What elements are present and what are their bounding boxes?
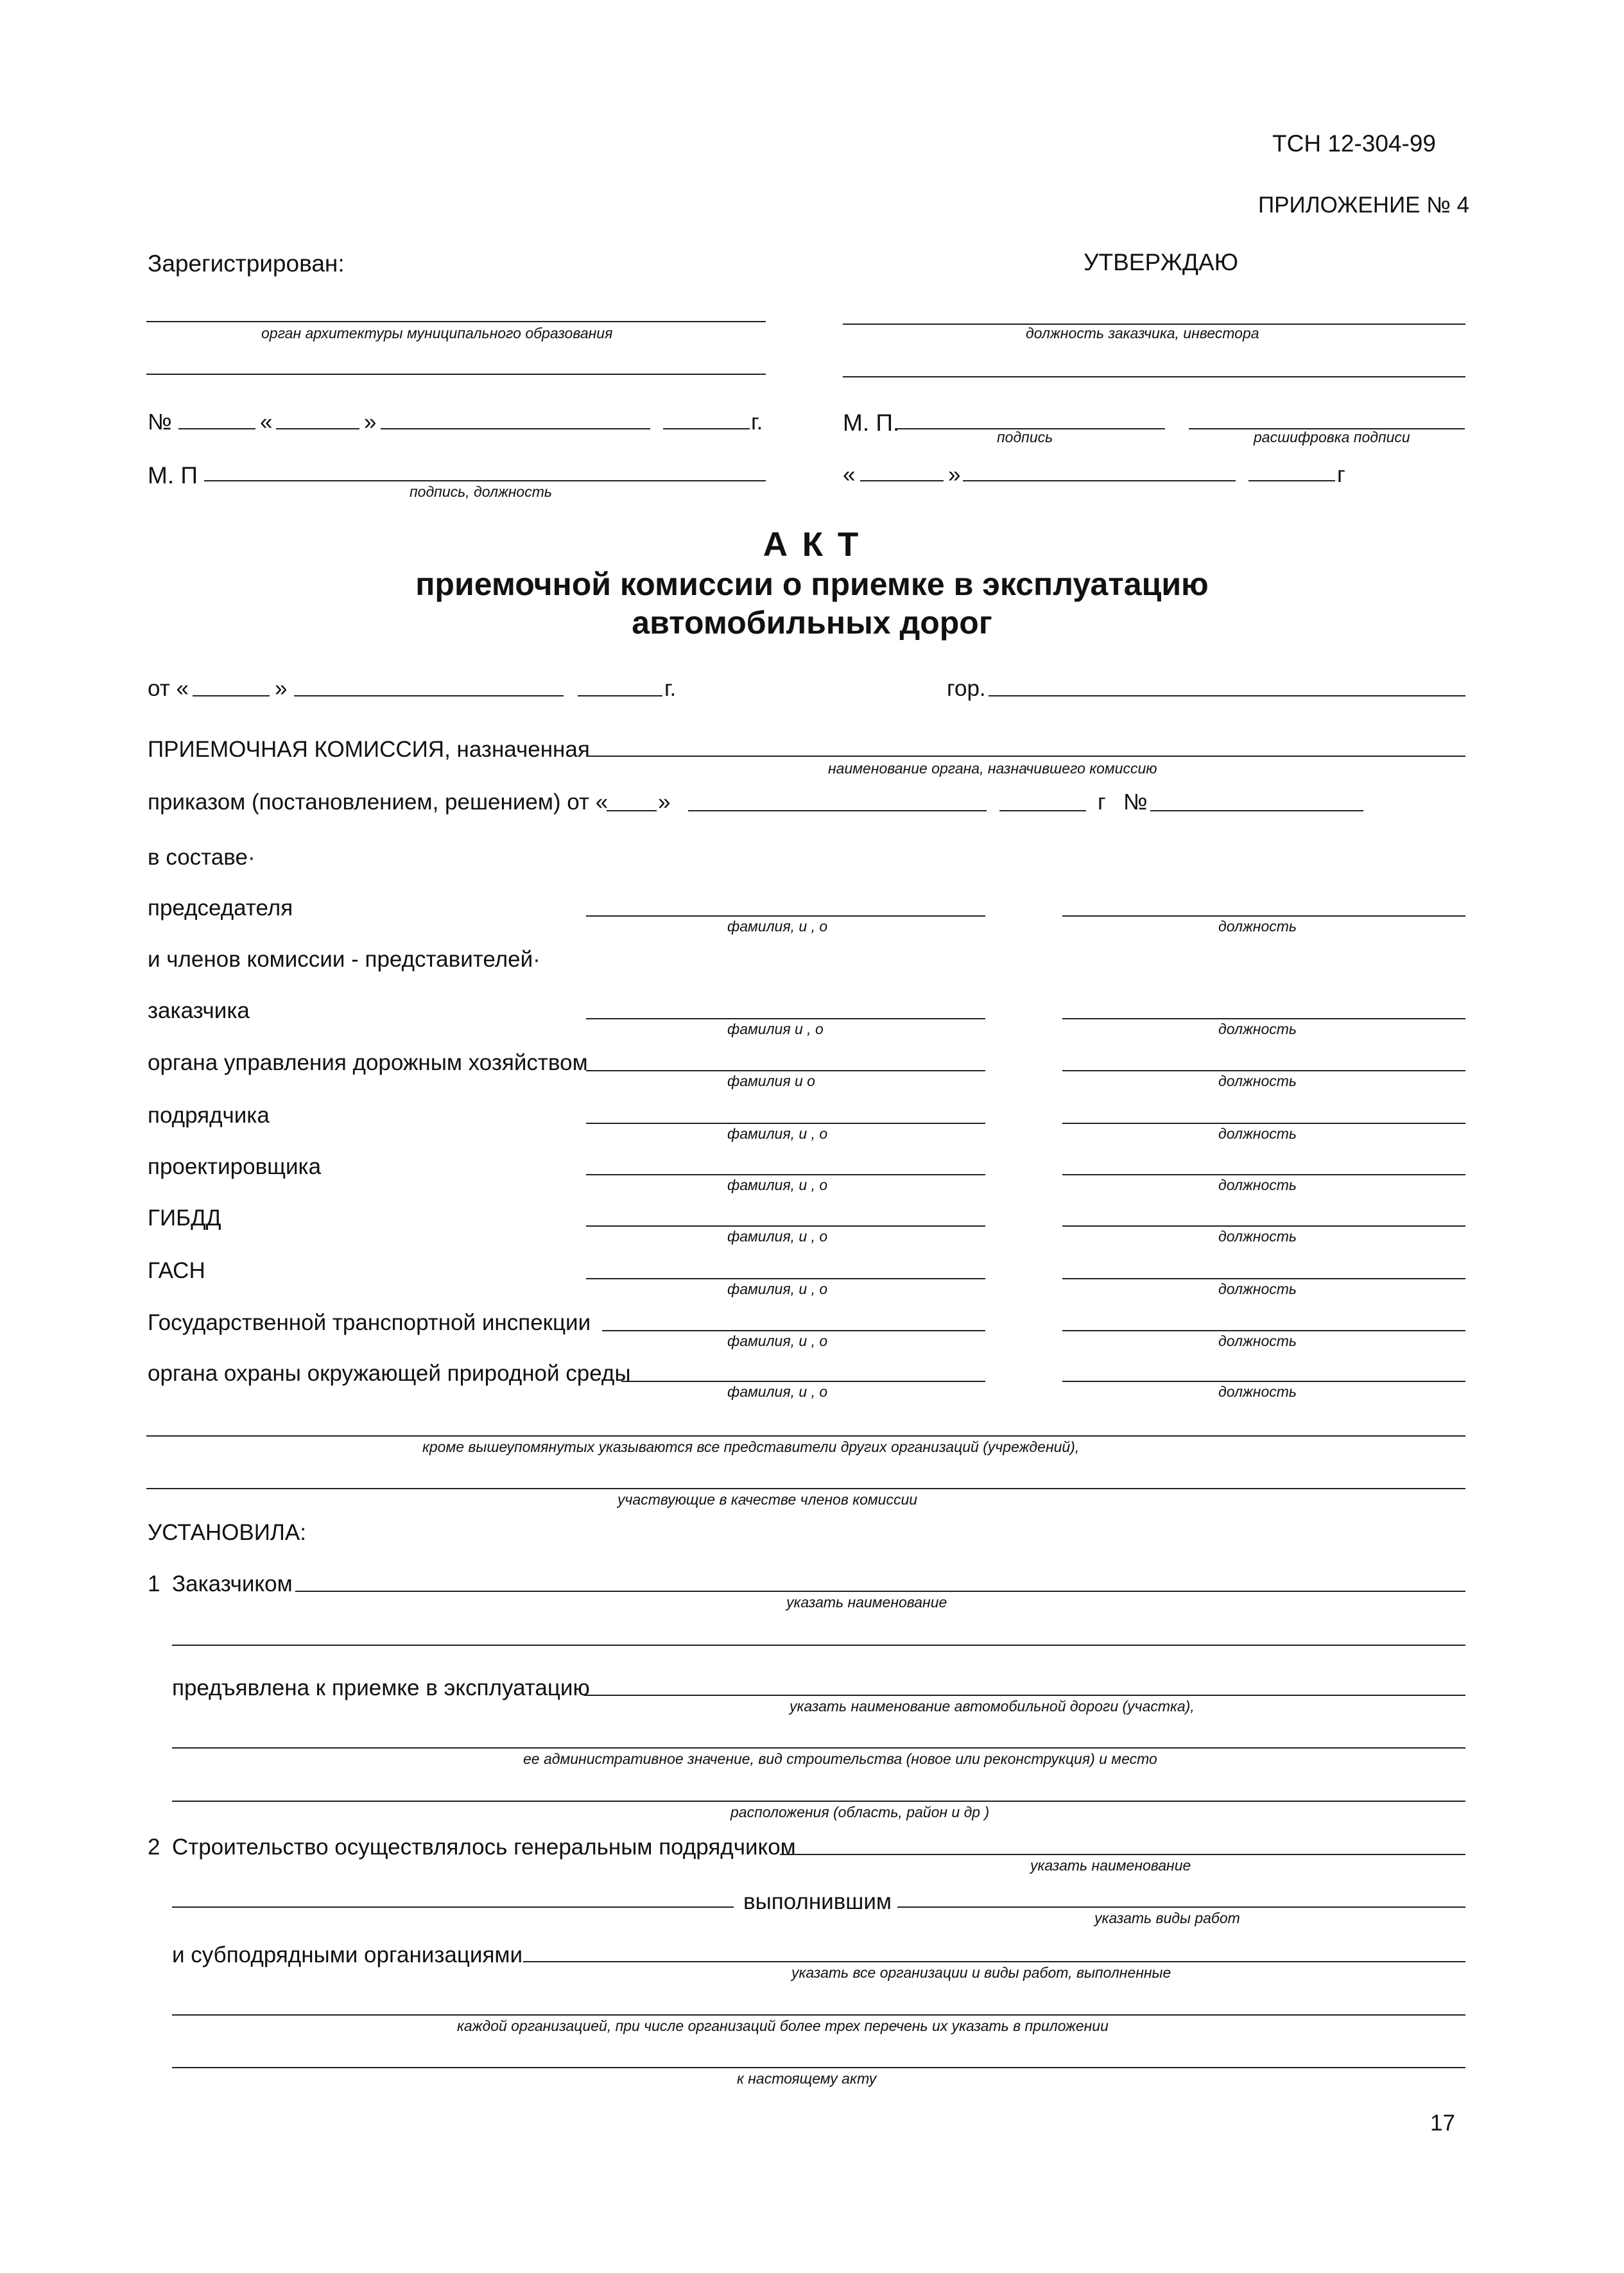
representative-gasn-position-field[interactable] — [1062, 1278, 1465, 1279]
other-orgs-caption-1: кроме вышеупомянутых указываются все представители других организаций (учреждений), — [422, 1439, 1080, 1455]
other-orgs-line-2[interactable] — [146, 1488, 1465, 1489]
appointing-authority-field[interactable] — [586, 756, 1465, 757]
representative-contractor-fio-field[interactable] — [586, 1123, 985, 1124]
city-field[interactable] — [989, 695, 1465, 696]
appointing-authority-caption: наименование органа, назначившего комиссию — [828, 760, 1157, 777]
representative-transport-inspection-position-caption: должность — [1218, 1333, 1297, 1349]
representative-customer-position-field[interactable] — [1062, 1018, 1465, 1019]
representative-customer-fio-caption: фамилия и , о — [727, 1021, 824, 1037]
work-types-caption: указать виды работ — [1094, 1910, 1240, 1926]
presented-label: предъявлена к приемке в эксплуатацию — [172, 1675, 590, 1700]
act-year-suffix: г. — [664, 676, 677, 701]
item1-customer-label: Заказчиком — [172, 1571, 293, 1596]
approval-day-field[interactable] — [860, 480, 944, 481]
act-subtitle-line2: автомобильных дорог — [632, 605, 992, 641]
composition-label: в составе· — [148, 845, 255, 870]
org-architecture-line[interactable] — [146, 321, 766, 322]
order-month-field[interactable] — [688, 810, 987, 811]
representative-transport-inspection-label: Государственной транспортной инспекции — [148, 1310, 591, 1335]
subcontractors-caption-2: каждой организацией, при числе организаций более трех перечень их указать в приложении — [457, 2018, 1109, 2034]
customer-position-caption: должность заказчика, инвестора — [1026, 325, 1259, 341]
signature-caption: подпись — [997, 429, 1053, 445]
other-orgs-line-1[interactable] — [146, 1435, 1465, 1437]
order-year-field[interactable] — [999, 810, 1086, 811]
road-admin-caption: ее административное значение, вид строительства (новое или реконструкция) и место — [523, 1750, 1157, 1767]
approval-quote-close: » — [948, 462, 961, 487]
chairman-position-caption: должность — [1218, 918, 1297, 935]
subcontractors-extra-field-1[interactable] — [172, 2014, 1465, 2016]
act-month-field[interactable] — [294, 695, 564, 696]
registration-extra-line[interactable] — [146, 374, 766, 375]
registration-year-suffix: г. — [751, 410, 763, 435]
subcontractors-field[interactable] — [523, 1961, 1465, 1962]
representative-traffic-police-position-caption: должность — [1218, 1228, 1297, 1245]
representative-gasn-label: ГАСН — [148, 1258, 205, 1283]
representative-environment-protection-position-field[interactable] — [1062, 1381, 1465, 1382]
page-number: 17 — [1430, 2111, 1455, 2136]
general-contractor-field[interactable] — [780, 1854, 1465, 1855]
members-label: и членов комиссии - представителей· — [148, 947, 540, 972]
road-admin-field[interactable] — [172, 1747, 1465, 1749]
commission-appointed-label: ПРИЕМОЧНАЯ КОМИССИЯ, назначенная — [148, 737, 590, 762]
customer-name-extra-field[interactable] — [172, 1645, 1465, 1646]
act-subtitle-line1: приемочной комиссии о приемке в эксплуатацию — [415, 566, 1209, 602]
representative-road-authority-fio-caption: фамилия и о — [727, 1073, 815, 1089]
item1-number: 1 — [148, 1571, 160, 1596]
road-name-caption: указать наименование автомобильной дороги (участка), — [790, 1698, 1195, 1715]
act-year-field[interactable] — [578, 695, 662, 696]
representative-transport-inspection-fio-field[interactable] — [602, 1330, 985, 1331]
approval-year-field[interactable] — [1248, 480, 1335, 481]
representative-environment-protection-position-caption: должность — [1218, 1383, 1297, 1400]
item2-number: 2 — [148, 1835, 160, 1860]
order-label: приказом (постановлением, решением) от « — [148, 790, 609, 815]
registration-day-field[interactable] — [276, 428, 359, 429]
customer-name-caption: указать наименование — [786, 1594, 947, 1611]
representative-designer-position-field[interactable] — [1062, 1174, 1465, 1175]
representative-gasn-position-caption: должность — [1218, 1281, 1297, 1297]
act-quote-close: » — [275, 676, 288, 701]
representative-traffic-police-position-field[interactable] — [1062, 1225, 1465, 1227]
chairman-label: председателя — [148, 895, 293, 920]
signature-position-line[interactable] — [204, 480, 766, 481]
item2-general-contractor-label: Строительство осуществлялось генеральным подрядчиком — [172, 1835, 796, 1860]
order-number-field[interactable] — [1150, 810, 1363, 811]
customer-name-field[interactable] — [295, 1591, 1465, 1592]
seal-label-left: М. П — [148, 462, 198, 488]
subcontractors-caption-3: к настоящему акту — [737, 2070, 877, 2087]
representative-environment-protection-fio-caption: фамилия, и , о — [727, 1383, 828, 1400]
approve-label: УТВЕРЖДАЮ — [1084, 249, 1239, 275]
representative-contractor-fio-caption: фамилия, и , о — [727, 1125, 828, 1142]
representative-road-authority-position-caption: должность — [1218, 1073, 1297, 1089]
representative-gasn-fio-caption: фамилия, и , о — [727, 1281, 828, 1297]
approval-quote-open: « — [843, 462, 856, 487]
appendix-label: ПРИЛОЖЕНИЕ № 4 — [1258, 193, 1469, 218]
other-orgs-caption-2: участвующие в качестве членов комиссии — [618, 1491, 918, 1508]
representative-customer-label: заказчика — [148, 998, 250, 1023]
established-heading: УСТАНОВИЛА: — [148, 1520, 306, 1545]
representative-road-authority-position-field[interactable] — [1062, 1070, 1465, 1071]
act-title: А К Т — [763, 526, 861, 564]
road-location-caption: расположения (область, район и др ) — [730, 1804, 990, 1820]
representative-customer-fio-field[interactable] — [586, 1018, 985, 1019]
representative-environment-protection-label: органа охраны окружающей природной среды — [148, 1361, 631, 1386]
representative-designer-position-caption: должность — [1218, 1177, 1297, 1193]
representative-environment-protection-fio-field[interactable] — [621, 1381, 985, 1382]
representative-contractor-position-caption: должность — [1218, 1125, 1297, 1142]
registered-label: Зарегистрирован: — [148, 250, 345, 277]
approval-extra-line[interactable] — [843, 376, 1465, 377]
general-contractor-extra-field[interactable] — [172, 1906, 734, 1908]
registration-number-sign: № — [148, 410, 172, 435]
representative-road-authority-label: органа управления дорожным хозяйством — [148, 1050, 588, 1075]
subcontractors-caption: указать все организации и виды работ, выполненные — [791, 1964, 1171, 1981]
approval-year-suffix: г — [1337, 462, 1345, 487]
registration-quote-open: « — [260, 410, 273, 435]
registration-year-field[interactable] — [663, 428, 750, 429]
signature-decode-caption: расшифровка подписи — [1254, 429, 1410, 445]
representative-designer-label: проектировщика — [148, 1154, 322, 1179]
order-day-field[interactable] — [607, 810, 657, 811]
representative-transport-inspection-fio-caption: фамилия, и , о — [727, 1333, 828, 1349]
representative-traffic-police-fio-caption: фамилия, и , о — [727, 1228, 828, 1245]
representative-designer-fio-field[interactable] — [586, 1174, 985, 1175]
general-contractor-caption: указать наименование — [1030, 1857, 1191, 1874]
representative-transport-inspection-position-field[interactable] — [1062, 1330, 1465, 1331]
registration-quote-close: » — [364, 410, 377, 435]
representative-contractor-position-field[interactable] — [1062, 1123, 1465, 1124]
registration-number-field[interactable] — [178, 428, 255, 429]
chairman-fio-field[interactable] — [586, 915, 985, 917]
order-quote-close: » — [658, 790, 671, 815]
org-architecture-caption: орган архитектуры муниципального образования — [261, 325, 613, 341]
road-name-field[interactable] — [584, 1695, 1465, 1696]
signature-position-caption: подпись, должность — [410, 483, 552, 500]
act-date-from: от « — [148, 676, 189, 701]
representative-traffic-police-label: ГИБДД — [148, 1206, 221, 1231]
representative-traffic-police-fio-field[interactable] — [586, 1225, 985, 1227]
representative-contractor-label: подрядчика — [148, 1103, 270, 1128]
approval-month-field[interactable] — [963, 480, 1236, 481]
work-types-field[interactable] — [897, 1906, 1465, 1908]
representative-road-authority-fio-field[interactable] — [586, 1070, 985, 1071]
seal-label-right: М. П. — [843, 410, 900, 436]
representative-designer-fio-caption: фамилия, и , о — [727, 1177, 828, 1193]
city-label: гор. — [947, 676, 986, 701]
performed-label: выполнившим — [743, 1889, 892, 1914]
order-year-suffix: г — [1098, 790, 1106, 815]
subcontractors-label: и субподрядными организациями — [172, 1942, 523, 1967]
order-number-sign: № — [1123, 790, 1148, 815]
representative-customer-position-caption: должность — [1218, 1021, 1297, 1037]
representative-gasn-fio-field[interactable] — [586, 1278, 985, 1279]
act-day-field[interactable] — [193, 695, 270, 696]
registration-month-field[interactable] — [381, 428, 650, 429]
document-code: ТСН 12-304-99 — [1272, 130, 1437, 157]
subcontractors-extra-field-2[interactable] — [172, 2067, 1465, 2068]
road-location-field[interactable] — [172, 1801, 1465, 1802]
chairman-position-field[interactable] — [1062, 915, 1465, 917]
chairman-fio-caption: фамилия, и , о — [727, 918, 828, 935]
